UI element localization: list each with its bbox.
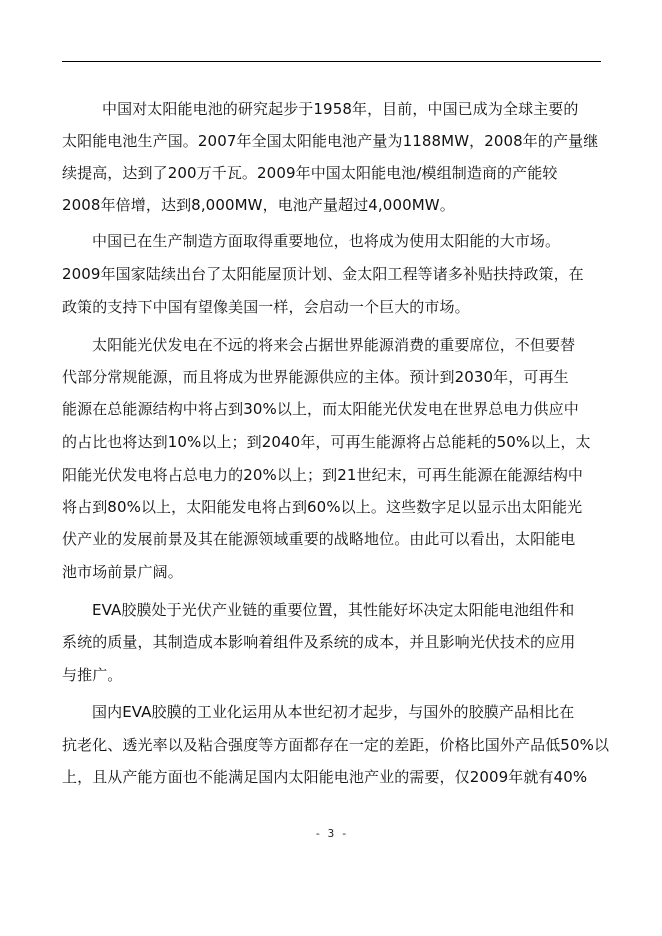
text-line: 池市场前景广阔。 [62, 563, 183, 581]
text-line: 上，且从产能方面也不能满足国内太阳能电池产业的需要，仅2009年就有40% [62, 768, 588, 786]
text-line: 2008年倍增，达到8,000MW，电池产量超过4,000MW。 [62, 196, 455, 214]
text-line: 与推广。 [62, 666, 123, 684]
text-line: 国内EVA胶膜的工业化运用从本世纪初才起步，与国外的胶膜产品相比在 [92, 703, 575, 721]
text-line: 太阳能电池生产国。2007年全国太阳能电池产量为1188MW，2008年的产量继 [62, 132, 599, 150]
text-line: 系统的质量，其制造成本影响着组件及系统的成本，并且影响光伏技术的应用 [62, 633, 576, 651]
text-line: 中国已在生产制造方面取得重要地位，也将成为使用太阳能的大市场。 [92, 232, 561, 250]
text-line: 代部分常规能源，而且将成为世界能源供应的主体。预计到2030年，可再生 [62, 368, 569, 386]
page-number: - 3 - [314, 827, 348, 840]
text-line: 阳能光伏发电将占总电力的20%以上；到21世纪末，可再生能源在能源结构中 [62, 466, 584, 484]
text-line: 续提高，达到了200万千瓦。2009年中国太阳能电池/模组制造商的产能较 [62, 164, 558, 182]
text-line: 抗老化、透光率以及粘合强度等方面都存在一定的差距，价格比国外产品低50%以 [62, 736, 610, 754]
text-line: 的占比也将达到10%以上；到2040年，可再生能源将占总能耗的50%以上，太 [62, 433, 591, 451]
text-line: 中国对太阳能电池的研究起步于1958年，目前，中国已成为全球主要的 [102, 100, 579, 118]
text-line: 政策的支持下中国有望像美国一样，会启动一个巨大的市场。 [62, 298, 470, 316]
header-rule [62, 61, 601, 62]
text-line: 将占到80%以上，太阳能发电将占到60%以上。这些数字足以显示出太阳能光 [62, 498, 583, 516]
text-line: 太阳能光伏发电在不远的将来会占据世界能源消费的重要席位，不但要替 [92, 336, 576, 354]
text-line: EVA胶膜处于光伏产业链的重要位置，其性能好坏决定太阳能电池组件和 [92, 601, 575, 619]
text-line: 2009年国家陆续出台了太阳能屋顶计划、金太阳工程等诸多补贴扶持政策，在 [62, 265, 584, 283]
text-line: 伏产业的发展前景及其在能源领域重要的战略地位。由此可以看出，太阳能电 [62, 530, 576, 548]
text-line: 能源在总能源结构中将占到30%以上，而太阳能光伏发电在世界总电力供应中 [62, 400, 579, 418]
